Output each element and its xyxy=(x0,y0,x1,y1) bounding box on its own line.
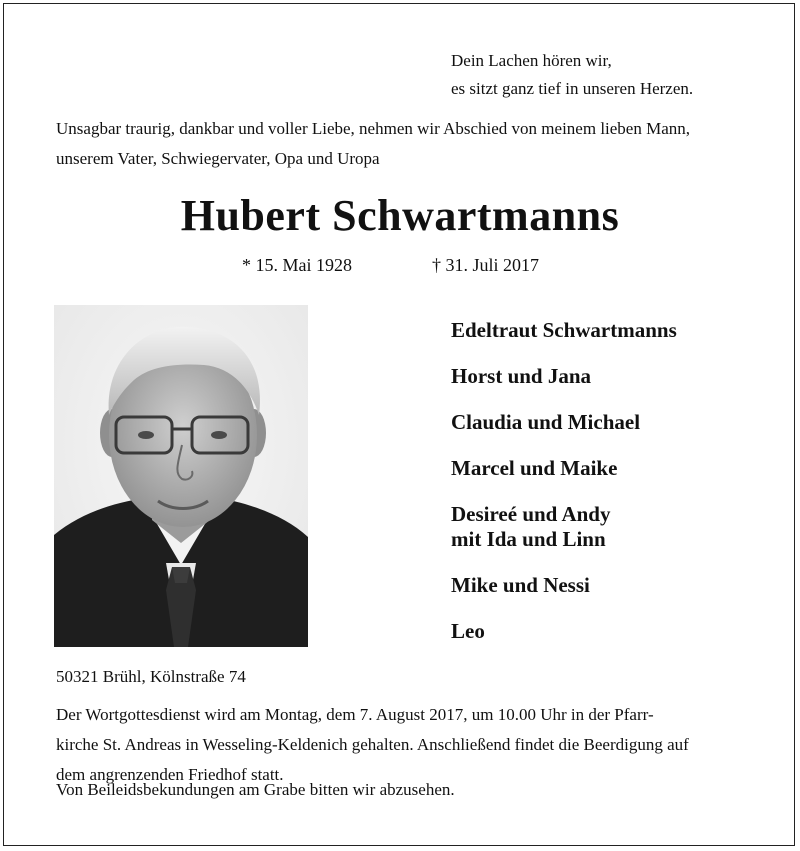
address: 50321 Brühl, Kölnstraße 74 xyxy=(56,667,246,686)
service-line-1: Der Wortgottesdienst wird am Montag, dem 7. August 2017, um 10.00 Uhr in der Pfarr- xyxy=(56,705,654,724)
intro-text xyxy=(56,114,756,174)
service-info xyxy=(56,700,747,790)
portrait-image xyxy=(54,305,308,647)
birth-date: * 15. Mai 1928 xyxy=(242,255,352,275)
mourners-list xyxy=(451,318,677,665)
mourner-name: Mike und Nessi xyxy=(451,573,590,597)
service-line-2: kirche St. Andreas in Wesseling-Keldenich gehalten. Anschließend findet die Beerdigung auf xyxy=(56,735,689,754)
mourner-name: Desireé und Andy xyxy=(451,502,611,526)
condolence-note: Von Beileidsbekundungen am Grabe bitten wir abzusehen. xyxy=(56,780,455,799)
death-date: † 31. Juli 2017 xyxy=(432,255,540,275)
portrait-photo xyxy=(54,305,308,647)
poem xyxy=(451,47,693,103)
mourner-name: Marcel und Maike xyxy=(451,456,618,480)
mourner-name: mit Ida und Linn xyxy=(451,527,606,551)
poem-line-2: es sitzt ganz tief in unseren Herzen. xyxy=(451,79,694,98)
deceased-name: Hubert Schwartmanns xyxy=(180,191,620,240)
mourner-name: Claudia und Michael xyxy=(451,410,641,434)
mourner-name: Edeltraut Schwartmanns xyxy=(451,318,677,342)
mourner-group xyxy=(451,502,677,552)
mourner-name: Leo xyxy=(451,619,485,643)
service-line-3: dem angrenzenden Friedhof statt. xyxy=(56,765,284,784)
intro-line-1: Unsagbar traurig, dankbar und voller Liebe, nehmen wir Abschied von meinem lieben Mann, xyxy=(56,119,691,138)
mourner-name: Horst und Jana xyxy=(451,364,592,388)
poem-line-1: Dein Lachen hören wir, xyxy=(451,51,612,70)
intro-line-2: unserem Vater, Schwiegervater, Opa und Uropa xyxy=(56,149,380,168)
